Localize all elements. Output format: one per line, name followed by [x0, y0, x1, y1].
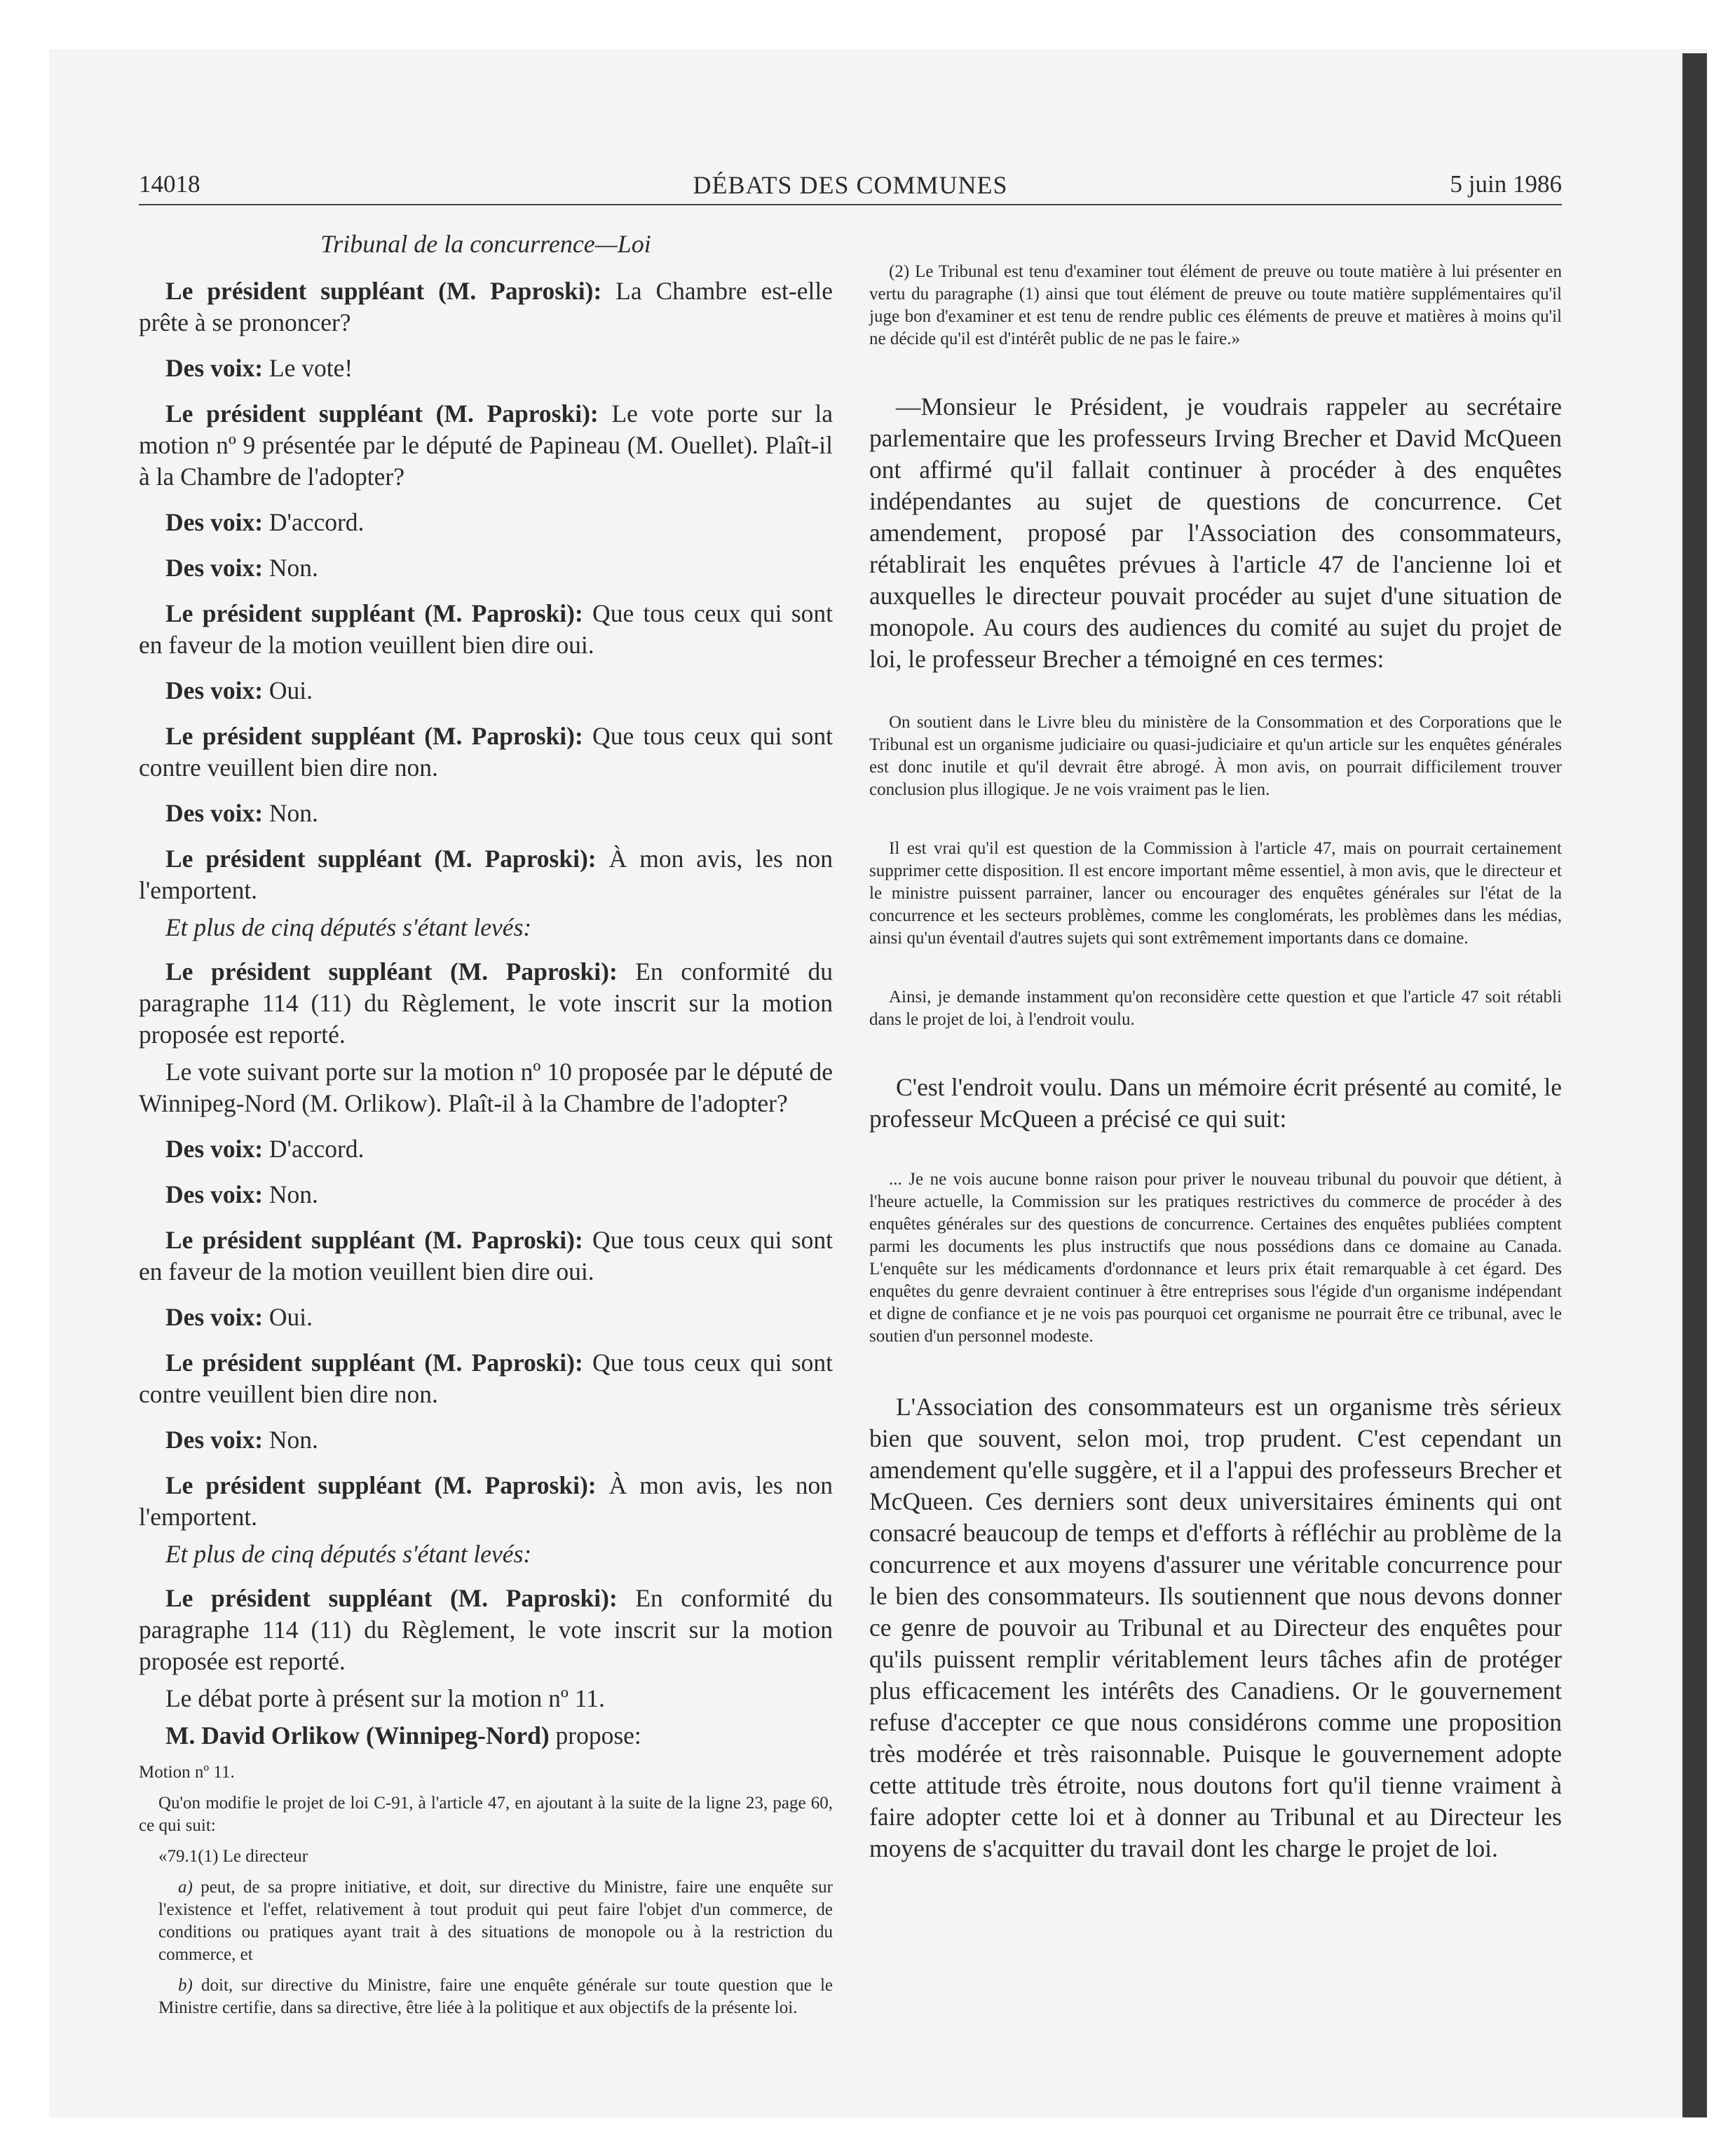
speech-paragraph: Des voix: Le vote! [165, 354, 353, 382]
speaker: Le président suppléant (M. Paproski): [165, 722, 583, 750]
speaker: Le président suppléant (M. Paproski): [165, 1584, 618, 1612]
page-number: 14018 [139, 170, 200, 198]
stage-direction: Et plus de cinq députés s'étant levés: [165, 913, 532, 941]
scan-margin-top [0, 0, 1735, 49]
speaker: Des voix: [165, 554, 264, 582]
motion-clause-b: b) doit, sur directive du Ministre, faire une enquête générale sur toute question que le Ministre certifie, dans sa directive, être liée à la politique et aux objectifs de la présente loi. [158, 1976, 833, 2017]
speaker: Le président suppléant (M. Paproski): [165, 957, 618, 985]
block-quote: On soutient dans le Livre bleu du ministère de la Consommation et des Corporations que le Tribunal est un organisme judiciaire ou quasi-judiciaire et qu'un article sur les enquêtes générales est donc inutile et qu'il devrait être abrogé. À mon avis, on pourrait difficilement trouver conclusion plus illogique. Je ne vois vraiment pas le lien. [869, 713, 1562, 799]
speaker: Le président suppléant (M. Paproski): [165, 1349, 583, 1377]
motion-article: «79.1(1) Le directeur [158, 1847, 308, 1866]
speaker: Le président suppléant (M. Paproski): [165, 1226, 583, 1254]
speech-paragraph: Des voix: Oui. [165, 676, 313, 704]
speaker: Le président suppléant (M. Paproski): [165, 845, 597, 873]
speaker: Des voix: [165, 676, 264, 704]
speech-paragraph: C'est l'endroit voulu. Dans un mémoire écrit présenté au comité, le professeur McQueen a précisé ce qui suit: [869, 1073, 1562, 1133]
speech-paragraph: Le président suppléant (M. Paproski): Que tous ceux qui sont contre veuillent bien dire non. [139, 722, 833, 782]
speech-paragraph: Des voix: D'accord. [165, 508, 365, 536]
motion-clause-a: a) peut, de sa propre initiative, et doit, sur directive du Ministre, faire une enquête sur l'existence et l'effet, relativement à tout produit qui peut faire l'objet d'un commerce, de conditions ou pratiques ayant trait à des situations de monopole ou à la restriction du commerce, et [158, 1878, 833, 1964]
speech-paragraph: Des voix: Non. [165, 554, 318, 582]
speech-paragraph: Des voix: Non. [165, 799, 318, 827]
speech-paragraph: Le président suppléant (M. Paproski): En conformité du paragraphe 114 (11) du Règlement, le vote inscrit sur la motion proposée est reporté. [139, 1584, 833, 1675]
speaker: Des voix: [165, 508, 264, 536]
section-title: Tribunal de la concurrence—Loi [320, 230, 651, 258]
speech-paragraph: Le vote suivant porte sur la motion nº 10 proposée par le député de Winnipeg-Nord (M. Orlikow). Plaît-il à la Chambre de l'adopter? [139, 1058, 833, 1117]
speech-paragraph: Le président suppléant (M. Paproski): À mon avis, les non l'emportent. [139, 845, 833, 904]
speaker: Le président suppléant (M. Paproski): [165, 277, 602, 305]
speech-paragraph: L'Association des consommateurs est un organisme très sérieux bien que souvent, selon moi, trop prudent. C'est cependant un amendement qu'elle suggère, et il a l'appui des professeurs Brecher et McQueen. Ces derniers sont deux universitaires éminents qui ont consacré beaucoup de temps et d'efforts à réfléchir au problème de la concurrence et aux moyens d'assurer une véritable concurrence pour le bien des consommateurs. Ils soutiennent que nous devons donner ce genre de pouvoir au Tribunal et au Directeur des enquêtes pour qu'ils puissent remplir véritablement leurs tâches afin de protéger plus efficacement les intérêts des Canadiens. Or le gouvernement refuse d'accepter ce que nous considérons comme une proposition très modérée et très raisonnable. Puisque le gouvernement adopte cette attitude très étroite, nous doutons fort qu'il tienne vraiment à faire adopter cette loi et à donner au Tribunal et au Directeur les moyens de s'acquitter du travail dont les charge le projet de loi. [869, 1393, 1562, 1862]
speech-paragraph: M. David Orlikow (Winnipeg-Nord) propose: [165, 1721, 641, 1749]
speaker: Des voix: [165, 1135, 264, 1163]
page-header [139, 170, 1562, 205]
right-column [869, 261, 1562, 1864]
speech-paragraph: Le président suppléant (M. Paproski): La Chambre est-elle prête à se prononcer? [139, 277, 833, 336]
speech-paragraph: Des voix: Non. [165, 1426, 318, 1454]
speech-paragraph: Le président suppléant (M. Paproski): Le vote porte sur la motion nº 9 présentée par le député de Papineau (M. Ouellet). Plaît-il à la Chambre de l'adopter? [139, 400, 833, 491]
speech-paragraph: Le président suppléant (M. Paproski): Que tous ceux qui sont en faveur de la motion veuillent bien dire oui. [139, 599, 833, 659]
book-spine-shadow [1682, 53, 1707, 2117]
scan-margin-right [1707, 0, 1735, 2156]
motion-text: Qu'on modifie le projet de loi C-91, à l'article 47, en ajoutant à la suite de la ligne 23, page 60, ce qui suit: [139, 1794, 833, 1835]
quoted-motion-text: (2) Le Tribunal est tenu d'examiner tout élément de preuve ou toute matière à lui présenter en vertu du paragraphe (1) ainsi que tout élément de preuve ou toute matière supplémentaires qu'il juge bon d'examiner et est tenu de rendre public ces éléments de preuve et matières à moins qu'il ne décide qu'il est d'intérêt public de ne pas le faire.» [869, 262, 1562, 348]
block-quote: Il est vrai qu'il est question de la Commission à l'article 47, mais on pourrait certainement supprimer cette disposition. Il est encore important même essentiel, à mon avis, que le directeur et le ministre puissent parrainer, lancer ou encourager des enquêtes générales sur l'état de la concurrence et les secteurs problèmes, comme les conglomérats, les problèmes dans les médias, ainsi qu'un éventail d'autres sujets qui sont extrêmement importants dans ce domaine. [869, 839, 1562, 948]
scan-margin-left [0, 0, 49, 2156]
page-date: 5 juin 1986 [1450, 170, 1562, 198]
speech-paragraph: Des voix: Oui. [165, 1303, 313, 1331]
speaker: Des voix: [165, 1426, 264, 1454]
block-quote: Ainsi, je demande instamment qu'on reconsidère cette question et que l'article 47 soit rétabli dans le projet de loi, à l'endroit voulu. [869, 988, 1562, 1029]
page-title: DÉBATS DES COMMUNES [693, 171, 1008, 199]
speech-paragraph: Le président suppléant (M. Paproski): À mon avis, les non l'emportent. [139, 1471, 833, 1531]
motion-number: Motion nº 11. [139, 1763, 235, 1782]
speech-paragraph: Le président suppléant (M. Paproski): Que tous ceux qui sont contre veuillent bien dire non. [139, 1349, 833, 1408]
speech-paragraph: Des voix: D'accord. [165, 1135, 365, 1163]
left-column [139, 221, 833, 2019]
speech-paragraph: Le débat porte à présent sur la motion nº 11. [165, 1684, 605, 1712]
stage-direction: Et plus de cinq députés s'étant levés: [165, 1540, 532, 1568]
header-rule [139, 204, 1562, 205]
speaker: Le président suppléant (M. Paproski): [165, 599, 583, 627]
speech-paragraph: Le président suppléant (M. Paproski): En conformité du paragraphe 114 (11) du Règlement, le vote inscrit sur la motion proposée est reporté. [139, 957, 833, 1049]
speaker: Le président suppléant (M. Paproski): [165, 1471, 597, 1499]
speech-paragraph: Le président suppléant (M. Paproski): Que tous ceux qui sont en faveur de la motion veuillent bien dire oui. [139, 1226, 833, 1285]
block-quote: ... Je ne vois aucune bonne raison pour priver le nouveau tribunal du pouvoir que détient, à l'heure actuelle, la Commission sur les pratiques restrictives du commerce de procéder à des enquêtes générales sur des questions de concurrence. Certaines des enquêtes publiées comptent parmi les documents les plus instructifs que nous possédions dans ce domaine au Canada. L'enquête sur les médicaments d'ordonnance et leurs prix était remarquable à cet égard. Des enquêtes du genre devraient continuer à être entreprises sous l'égide d'un organisme indépendant et digne de confiance et je ne vois pas pourquoi cet organisme ne pourrait être ce tribunal, avec le soutien d'un personnel modeste. [869, 1170, 1562, 1346]
scan-margin-bottom [0, 2117, 1735, 2156]
speaker: Des voix: [165, 799, 264, 827]
speaker: Des voix: [165, 1180, 264, 1208]
speaker: Le président suppléant (M. Paproski): [165, 400, 599, 428]
speaker: Des voix: [165, 1303, 264, 1331]
speech-paragraph: Des voix: Non. [165, 1180, 318, 1208]
speaker: M. David Orlikow (Winnipeg-Nord) [165, 1721, 550, 1749]
speech-paragraph: —Monsieur le Président, je voudrais rappeler au secrétaire parlementaire que les professeurs Irving Brecher et David McQueen ont affirmé qu'il fallait continuer à procéder à des enquêtes indépendantes au sujet de questions de concurrence. Cet amendement, proposé par l'Association des consommateurs, rétablirait les enquêtes prévues à l'article 47 de l'ancienne loi et auxquelles le directeur pouvait procéder au sujet d'une situation de monopole. Au cours des audiences du comité au sujet du projet de loi, le professeur Brecher a témoigné en ces termes: [869, 393, 1562, 673]
speaker: Des voix: [165, 354, 264, 382]
